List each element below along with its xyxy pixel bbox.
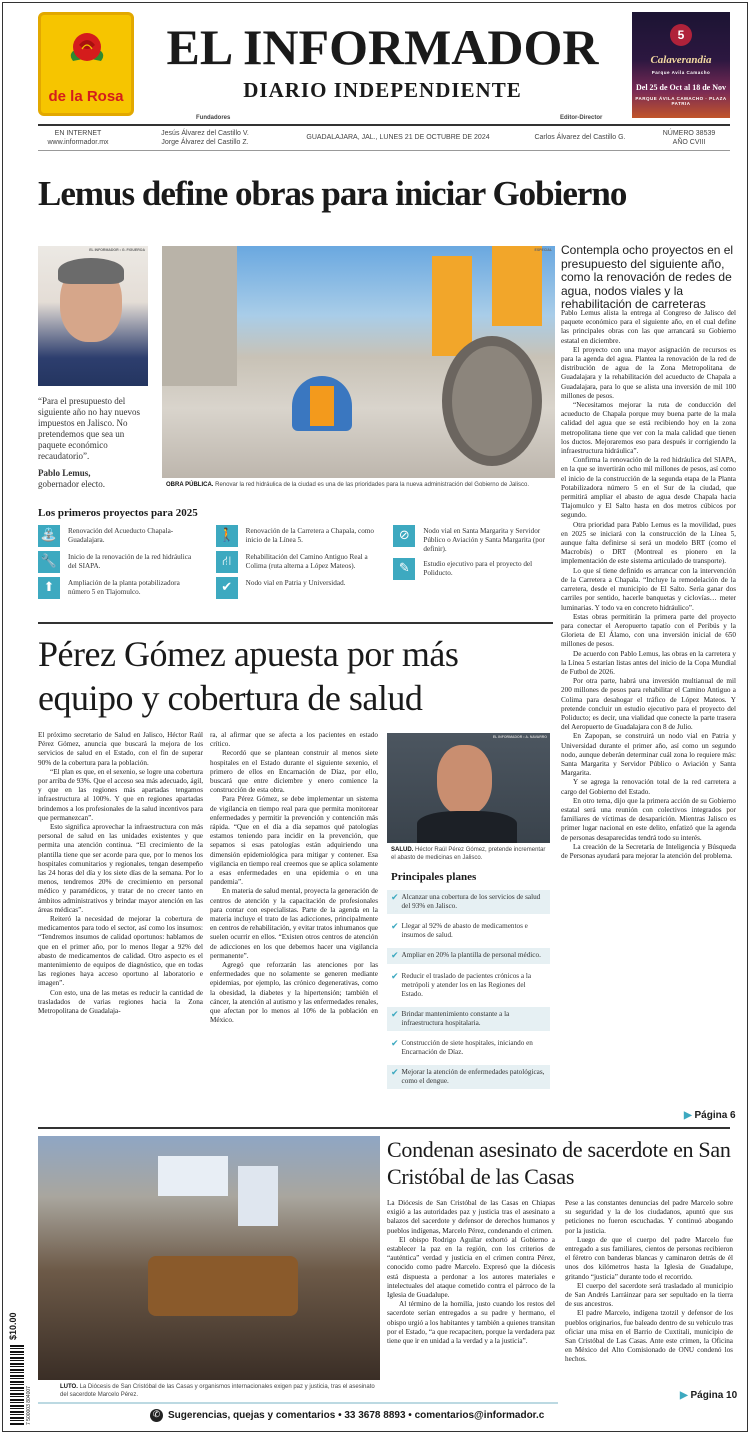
ad-badge: 5 [670,24,692,46]
paragraph: El cuerpo del sacerdote será trasladado al municipio de San Andrés Larráinzar para ser sepultado en la tierra de sus ancestros. [565,1281,733,1309]
plans-title: Principales planes [391,871,477,883]
quote-name: Pablo Lemus, [38,468,91,478]
worker-shape [432,256,472,356]
paragraph: Otra prioridad para Pablo Lemus es la movilidad, pues en 2025 se iniciará con la construcción de la Línea 5, aunque falta definirse si será un modelo BRT (como el Macrobús) o DRT (Montreal es pionero en la implementación de este sistema articulado de transporte). [561,520,736,566]
plan-text: Brindar mantenimiento constante a la infraestructura hospitalaria. [401,1010,510,1027]
funeral-photo [38,1136,380,1380]
health-headline[interactable]: Pérez Gómez apuesta por más equipo y cobertura de salud [38,634,459,718]
paragraph: Pese a las constantes denuncias del padre Marcelo sobre su seguridad y la de los ciudadanos, apuntó que sus peticiones no fueron escuchadas. Y continuó abogando por la justicia. [565,1199,733,1235]
project-text: Rehabilitación del Camino Antiguo Real a Colima (ruta alterna a López Mateos). [245,553,368,570]
price-text: $10.00 [8,1312,18,1340]
plan-text: Reducir el traslado de pacientes crónicos a la metrópoli y atender los en las Regiones del Estado. [401,972,532,998]
paragraph: La Diócesis de San Cristóbal de las Casas en Chiapas exigió a las autoridades paz y justicia tras el asesinato a balazos del sacerdote y defensor de derechos humanos y pueblos indígenas, Marcelo Pérez, condenando el crimen. [387,1199,555,1235]
manhole-cover-shape [442,336,542,466]
barcode [10,1345,24,1425]
plan-item [387,890,550,914]
header-rule [38,124,730,126]
ad-dates: Del 25 de Oct al 18 de Nov [636,83,726,92]
page-reference[interactable] [680,1390,737,1401]
lemus-portrait [38,246,148,386]
footer-rule [38,1402,558,1404]
project-text: Renovación de la Carretera a Chapala, como inicio de la Línea 5. [245,527,374,544]
paragraph: Recordó que se plantean construir al menos siete hospitales en el Estado durante el siguiente sexenio, el primero de ellos en Encarnación de Díaz, por ello, buscará que entre diciembre y enero comience la construcción de esta obra. [210,749,378,795]
logo[interactable] [38,12,134,116]
face-shape [437,745,492,815]
paragraph: Reiteró la necesidad de mejorar la cobertura de medicamentos para todo el sector, así como los insumos: “Tendremos insumos de calidad oportunos: hablamos de que en el primer año, por lo menos llegar a 92% del abasto de medicamentos de calidad. Otro aspecto es el mantenimiento de equipos de diagnóstico, que en todas las regiones haya acceso oportuno al laboratorio e imagen”. [38,915,203,988]
aqueduct-icon: ⛲ [38,525,60,547]
lemus-quote: “Para el presupuesto del siguiente año no hay nuevos impuestos en Jalisco. No pretendemos que sea un paquete económico recaudatorio”. [38,396,140,461]
arrow-icon: ▶ [684,1110,692,1121]
project-item [38,577,198,599]
priest-body-col2 [565,1199,733,1365]
priest-caption [60,1383,382,1399]
page-ref-text: Página 10 [690,1390,738,1401]
hair-shape [58,258,124,284]
projects-column [216,525,376,603]
plan-item [387,1007,550,1031]
plan-item [387,1065,550,1089]
paragraph: Confirma la renovación de la red hidráulica del SIAPA, en la que se invertirán ocho mil millones de pesos, así como el inicio de la construcción de la segunda etapa de la Planta Potabilizadora número 5 en el Sur de la ciudad, que permitirá ampliar el abasto de agua desde Chapala hacia Tlajomulco y El Salto hasta en dos metros cúbicos por segundo. [561,456,736,520]
plan-item [387,919,550,943]
plan-text: Mejorar la atención de enfermedades patológicas, como el dengue. [401,1068,545,1085]
internet-info [38,129,118,147]
project-text: Ampliación de la planta potabilizadora número 5 en Tlajomulco. [68,579,180,596]
caption-label: LUTO. [60,1384,78,1390]
projects-column [38,525,198,603]
paragraph: En otro tema, dijo que la primera acción de su Gobierno estatal será una reunión con colectivos integrados por familiares de víctimas de desaparición. Mientras Jalisco es primer lugar nacional en este delito, enfatizó que la agenda de personas desaparecidas tendrá todo su interés. [561,796,736,842]
plan-item [387,969,550,1002]
project-text: Inicio de la renovación de la red hidráulica del SIAPA. [68,553,192,570]
checkmark-icon: ✔ [391,1068,399,1078]
project-item [216,551,376,573]
divider [38,150,730,151]
plan-text: Llegar al 92% de abasto de medicamentos e insumos de salud. [401,922,528,939]
health-body-col2 [210,731,378,1026]
shirt-shape [417,811,517,843]
ad-title: Calaverandia [650,54,712,66]
paragraph: De acuerdo con Pablo Lemus, las obras en la carretera y la Línea 5 estarían listas antes del inicio de la Copa Mundial de Futbol de 2026. [561,649,736,676]
checkmark-icon: ✔ [391,893,399,903]
caption-label: SALUD. [391,847,414,853]
founders-label: Fundadores [196,115,231,121]
paragraph: El padre Marcelo, indígena tzotzil y defensor de los pueblos originarios, fue baleado dentro de su vehículo tras oficiar una misa en el Barrio de Cuxtitali, municipio de San Cristóbal de Las Casas. Ante este crimen, la Oficina en México del Alto Comisionado de ONU condenó los hechos. [565,1309,733,1364]
checkmark-icon: ✔ [391,922,399,932]
checkmark-icon: ✔ [391,972,399,982]
barcode-digits: 7 500003 804007 [26,1386,32,1425]
paragraph: La creación de la Secretaría de Inteligencia y Búsqueda de Personas ayudará para mejorar la atención del problema. [561,842,736,860]
flag-shape [158,1156,228,1196]
pedestrian-icon: 🚶 [216,525,238,547]
divider [38,622,553,624]
flag-shape [238,1166,278,1226]
wrench-icon: 🔧 [38,551,60,573]
paragraph: ra, al afirmar que se afecta a los pacientes en estado crítico. [210,731,378,749]
projects-title: Los primeros proyectos para 2025 [38,507,198,519]
lead-caption [166,481,554,489]
paragraph: El próximo secretario de Salud en Jalisco, Héctor Raúl Pérez Gómez, anuncia que buscará la mejora de los servicios de salud en el Estado, con el fin de superar 90% de la cobertura para la población. [38,731,203,767]
road-icon: ⛙ [216,551,238,573]
project-item [38,525,198,547]
quote-role: gobernador electo. [38,479,105,489]
caption-label: OBRA PÚBLICA. [166,482,214,488]
perez-photo [387,733,550,843]
paragraph: Estas obras permitirán la primera parte del proyecto para conectar el Aeropuerto tapatío con el Peribús y la Glorieta de El Álamo, con una inversión inicial de 650 millones de pesos. [561,612,736,649]
founder-name: Jesús Álvarez del Castillo V. [161,130,249,137]
checkmark-icon: ✔ [391,1039,399,1049]
projects-list [38,525,553,603]
divider [38,1127,730,1129]
photo-credit: EL INFORMADOR • G. FIGUEROA [89,248,145,252]
paragraph: “Necesitamos mejorar la ruta de conducción del acueducto de Chapala porque muy buena parte de la mala calidad del agua que se está recibiendo hoy en la zona metropolitana tiene que ver con la mala calidad que tienen los ductos. Mejoraremos eso para después ir corrigiendo la infraestructura hidráulica”. [561,401,736,456]
lead-photo [162,246,555,478]
caption-text: Renovar la red hidráulica de la ciudad es una de las prioridades para la nueva administración del Gobierno de Jalisco. [215,482,529,488]
photo-credit: ESPECIAL [534,248,552,252]
projects-column [393,525,553,603]
project-item [393,558,553,580]
website-link[interactable]: www.informador.mx [47,139,109,146]
paragraph: Luego de que el cuerpo del padre Marcelo fue entregado a sus familiares, cientos de personas recibieron el féretro con banderas blancas y caminaron detrás de él unos dos kilómetros hasta la Iglesia de Guadalupe, gritando “justicia” durante todo el recorrido. [565,1235,733,1281]
founder-name: Jorge Álvarez del Castillo Z. [161,139,249,146]
priest-headline[interactable]: Condenan asesinato de sacerdote en San Cristóbal de las Casas [387,1137,731,1189]
issue-number: NÚMERO 38539 [662,130,716,137]
logo-text: de la Rosa [48,88,124,105]
caption-text: Héctor Raúl Pérez Gómez, pretende incrementar el abasto de medicinas en Jalisco. [391,847,546,861]
editor-name: Carlos Álvarez del Castillo G. [534,134,626,141]
issue-info [650,129,728,147]
quote-attribution [38,468,150,490]
priest-body-col1 [387,1199,555,1346]
photo-credit: EL INFORMADOR • A. NAVARRO [492,735,547,739]
ad-subtitle: Parque Avila Camacho [651,70,711,75]
plan-text: Alcanzar una cobertura de los servicios de salud del 93% en Jalisco. [401,893,541,910]
project-text: Nodo vial en Santa Margarita y Servidor Público o Aviación y Santa Margarita (por definir). [423,527,545,553]
price-label [8,1300,20,1340]
paragraph: Para Pérez Gómez, se debe implementar un sistema de vigilancia en tiempo real para que permita monitorear enfermedades y permitir la prevención y contención más rápida. “Que en el día a día sepamos qué patologías estamos teniendo para incidir en la prevención, que sepamos si esas patologías están adquiriendo una dimensión epidemiológica para mitigar y contener. Esa vigilancia en tiempo real creemos que se aplica solamente a esas enfermedades en una epidemia o en una pandemia”. [210,795,378,887]
barcode-number [26,1345,34,1425]
paragraph: En Zapopan, se construirá un nodo vial en Patria y Universidad durante el primer año, así como un segundo nodo, aunque deberán determinar cuál zona lo requiere más: Santa Margarita y Servidor Público o Aviación y Santa Margarita. [561,732,736,778]
plans-list [387,890,550,1094]
paragraph: En materia de salud mental, proyecta la generación de centros de atención y la capacitación de profesionales para contar con especialistas. Parte de la agenda en la materia incluye el trato de las adicciones, principalmente en centros de rehabilitación, y evitar tratos inhumanos que suelen ocurrir en ellos. “Existen otros centros de atención de adicciones en los que debemos hacer una vigilancia permanente”. [210,887,378,960]
plan-item [387,948,550,964]
arrow-icon: ▶ [680,1390,688,1401]
phone-icon: ✆ [150,1409,163,1422]
worker-shape [492,246,542,326]
paragraph: Agregó que reforzarán las atenciones por las enfermedades que no solamente se generen mediante epidemias, por ejemplo, las crónico degenerativas, como la obesidad, la diabetes y la hipertensión; también el cáncer, la atención al autismo y las enfermedades renales, que afectan por lo menos al 10% de la población en México. [210,961,378,1025]
lead-headline[interactable]: Lemus define obras para iniciar Gobierno [38,174,627,213]
truck-shape [162,246,237,386]
newspaper-title: EL INFORMADOR [166,19,599,75]
lead-deck: Contempla ocho proyectos en el presupuesto del siguiente año, como la renovación de redes de agua, nodos viales y la rehabilitación de carreteras [561,243,734,311]
project-item [216,525,376,547]
paragraph: Con esto, una de las metas es reducir la cantidad de trasladados de varias regiones hacia la Zona Metropolitana de Guadalaja- [38,988,203,1016]
paragraph: Al término de la homilía, justo cuando los restos del sacerdote serían entregados a su padre y hermano, el obispo urgió a los habitantes y también a quienes transitan por el Estado, “a que recapaciten, porque la verdadera paz tiene que ir en unidad a la verdad y a la justicia”. [387,1300,555,1346]
project-item [393,525,553,554]
plan-text: Ampliar en 20% la plantilla de personal médico. [401,951,541,959]
paragraph: Esto significa aprovechar la infraestructura con más personal de salud en las unidades existentes y que permita una atención continua. “El crecimiento de la plantilla tiene que ser acorde para que, por lo menos los hospitales comunitarios y regionales, tengan desempeño las 24 horas del día y los siete días de la semana. Por lo menos, tendremos 20% de crecimiento en personal médico y paramédicos, y tratar de no crecer tanto en ámbitos administrativos y brindar mayor atención en las áreas médicas”. [38,823,203,914]
water-plant-icon: ⬆ [38,577,60,599]
page-reference[interactable] [684,1110,736,1121]
founders [150,129,260,147]
editor-label: Editor-Director [560,115,603,121]
caption-text: La Diócesis de San Cristóbal de las Casas y organismos internacionales exigen paz y justicia, tras el asesinato del sacerdote Marcelo Pérez. [60,1384,375,1398]
health-caption [391,846,551,862]
project-text: Estudio ejecutivo para el proyecto del Poliducto. [423,560,533,577]
footer-contact[interactable]: Sugerencias, quejas y comentarios • 33 3678 8893 • comentarios@informador.c [168,1410,545,1421]
ad-place: PARQUE ÁVILA CAMACHO · PLAZA PATRIA [635,96,727,106]
check-circle-icon: ✔ [216,577,238,599]
internet-label: EN INTERNET [54,130,102,137]
lead-body [561,309,736,861]
rose-icon [63,27,111,75]
newspaper-subtitle: DIARIO INDEPENDIENTE [243,78,522,102]
paragraph: Pablo Lemus alista la entrega al Congreso de Jalisco del paquete económico para el siguiente año, en el cual define las principales obras con las que arrancará su Gobierno estatal en diciembre. [561,309,736,345]
project-text: Nodo vial en Patria y Universidad. [245,579,346,587]
vest-shape [310,386,334,426]
plan-item [387,1036,550,1060]
dateline: GUADALAJARA, JAL., LUNES 21 DE OCTUBRE DE 2024 [306,134,490,141]
project-item [216,577,376,599]
checkmark-icon: ✔ [391,951,399,961]
issue-year: AÑO CVIII [672,139,706,146]
checkmark-icon: ✔ [391,1010,399,1020]
project-text: Renovación del Acueducto Chapala-Guadalajara. [68,527,174,544]
health-body-col1 [38,731,203,1016]
paragraph: El proyecto con una mayor asignación de recursos es para la agenda del agua. Plantea la renovación de la red de distribución de agua de la Zona Metropolitana de Guadalajara y la rehabilitación del acueducto de Chapala a Guadalajara, para lo que se alista una inversión de mil 100 millones de pesos. [561,345,736,400]
paragraph: Y se agrega la renovación total de la red carretera a cargo del Gobierno del Estado. [561,778,736,796]
pencil-icon: ✎ [393,558,415,580]
paragraph: Por otra parte, habrá una inversión multianual de mil 200 millones de pesos para rehabilitar el Camino Antiguo a Colima para desahogar el tráfico de López Mateos. Y pretende concluir un estudio ejecutivo para el proyecto del Poliducto; es decir, una vialidad que conecte la parte trasera del Aeropuerto de Guadalajara con 8 de Julio. [561,677,736,732]
paragraph: Lo que sí tiene definido es arrancar con la intervención de la Carretera a Chapala. “Incluye la remodelación de la carretera, desde el municipio de El Salto. Sería ganar dos carriles por sentido, hacerle banquetas y ciclovías… meter luminarias. Y todo va en concreto hidráulico”. [561,566,736,612]
coffin-shape [148,1256,298,1316]
paragraph: “El plan es que, en el sexenio, se logre una cobertura por arriba de 93%. Que el acceso sea más adecuado, ágil, y que en las regiones más apartadas tengamos infraestructura al 100%. Y que en regiones apartadas brindemos a los profesionales de la salud incentivos para que permanezcan”. [38,767,203,822]
plan-text: Construcción de siete hospitales, iniciando en Encarnación de Díaz. [401,1039,533,1056]
page-ref-text: Página 6 [694,1110,736,1121]
paragraph: El obispo Rodrigo Aguilar exhortó al Gobierno a establecer la paz en la región, con los criterios de “auténtica” verdad y justicia en el crimen contra Pérez, conocido como padre Marcelo. Expresó que la diócesis está dispuesta a perdonar a los autores materiales e intelectuales del ataque cometido contra el párroco de la Iglesia de Guadalupe. [387,1235,555,1300]
project-item [38,551,198,573]
advertisement[interactable] [632,12,730,118]
no-entry-icon: ⊘ [393,525,415,547]
